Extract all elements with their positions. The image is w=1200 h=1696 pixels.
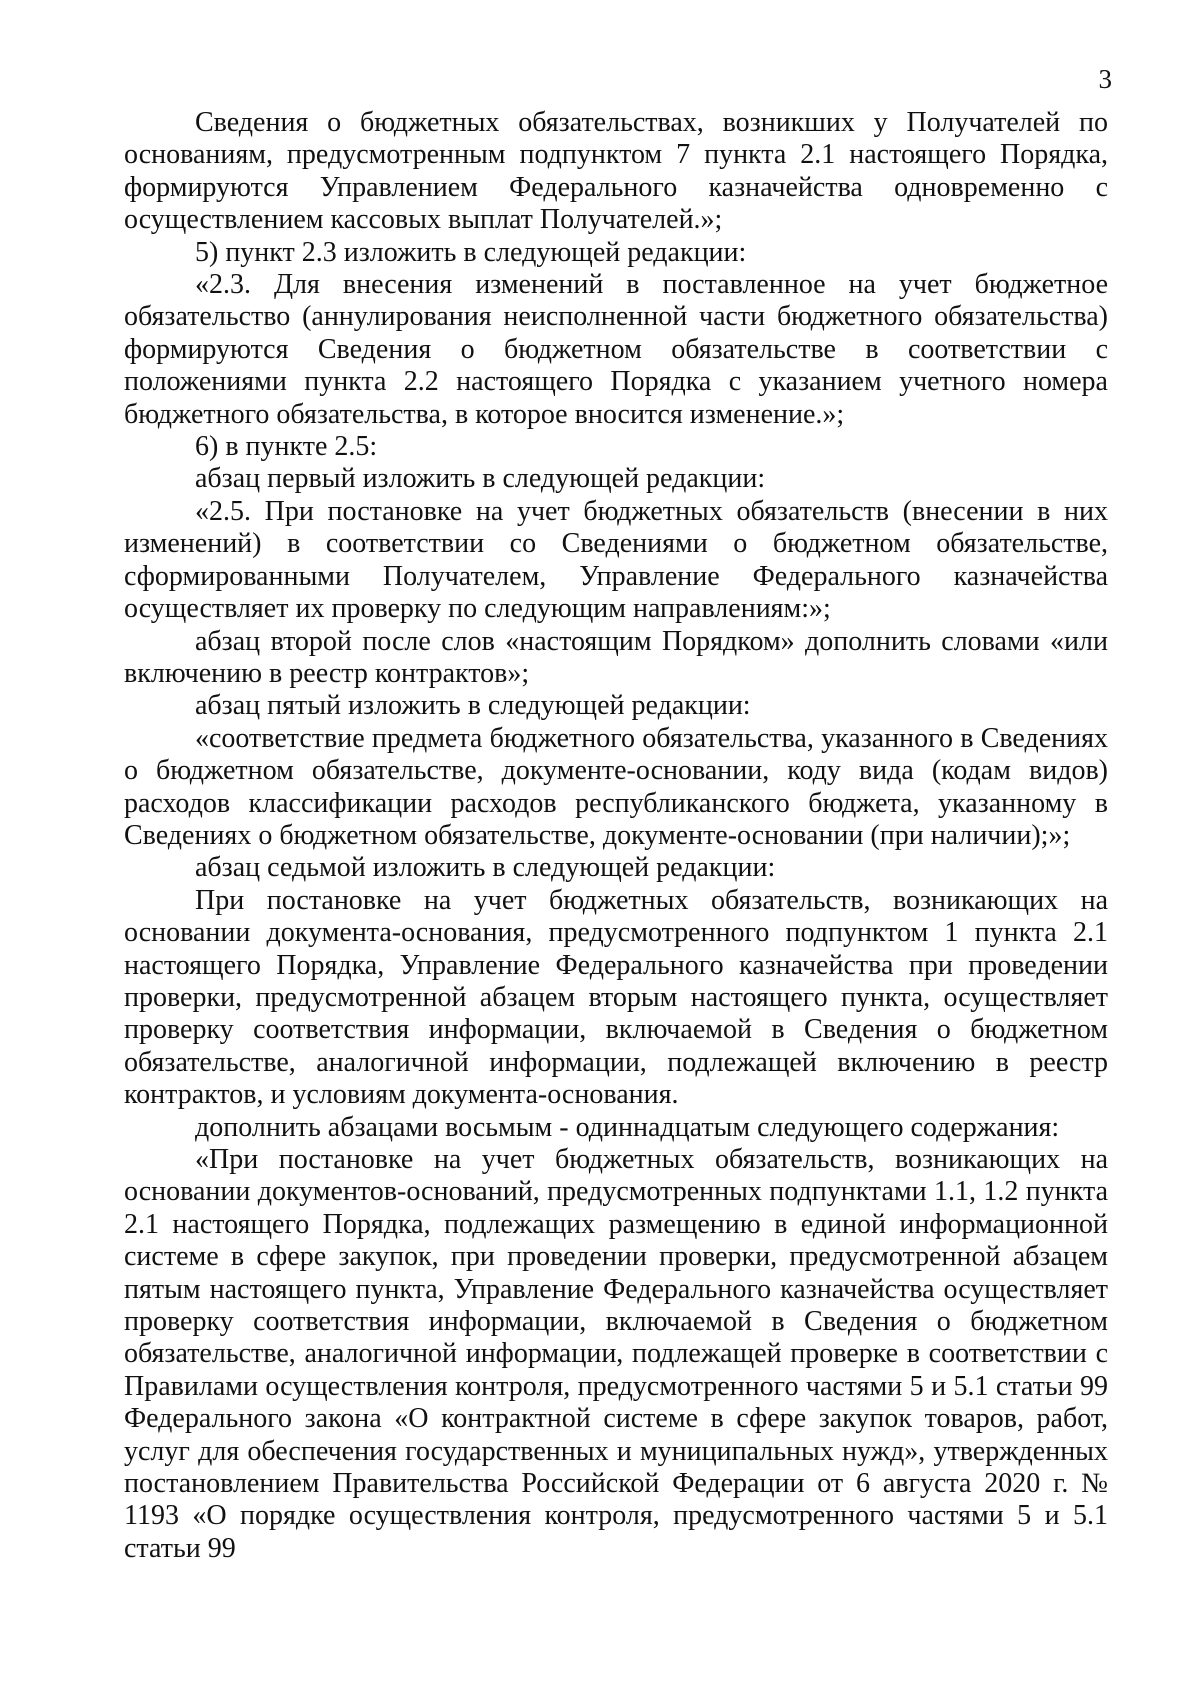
paragraph: «2.5. При постановке на учет бюджетных обязательств (внесении в них изменений) в соответствии со Сведениями о бюджетном обязательстве, сформированными Получателем, Управление Федерального казначейства осуществляет их проверку по следующим направлениям:»; [124,495,1108,625]
paragraph: абзац седьмой изложить в следующей редакции: [195,852,776,884]
page-number: 3 [1098,64,1112,94]
paragraph: Сведения о бюджетных обязательствах, возникших у Получателей по основаниям, предусмотренным подпунктом 7 пункта 2.1 настоящего Порядка, формируются Управлением Федерального казначейства одновременно с осуществлением кассовых выплат Получателей.»; [124,107,1108,236]
document-body [124,107,1108,1565]
paragraph: абзац второй после слов «настоящим Порядком» дополнить словами «или включению в реестр контрактов»; [124,625,1108,689]
paragraph: «соответствие предмета бюджетного обязательства, указанного в Сведениях о бюджетном обязательстве, документе-основании, коду вида (кодам видов) расходов классификации расходов республиканского бюджета, указанному в Сведениях о бюджетном обязательстве, документе-основании (при наличии);»; [124,722,1108,851]
paragraph: дополнить абзацами восьмым - одиннадцатым следующего содержания: [195,1111,1060,1143]
paragraph: абзац первый изложить в следующей редакции: [195,463,766,495]
paragraph: При постановке на учет бюджетных обязательств, возникающих на основании документа-основания, предусмотренного подпунктом 1 пункта 2.1 настоящего Порядка, Управление Федерального казначейства при проведении проверки, предусмотренной абзацем вторым настоящего пункта, осуществляет проверку соответствия информации, включаемой в Сведения о бюджетном обязательстве, аналогичной информации, подлежащей включению в реестр контрактов, и условиям документа-основания. [124,884,1108,1111]
paragraph: «2.3. Для внесения изменений в поставленное на учет бюджетное обязательство (аннулирования неисполненной части бюджетного обязательства) формируются Сведения о бюджетном обязательстве в соответствии с положениями пункта 2.2 настоящего Порядка с указанием учетного номера бюджетного обязательства, в которое вносится изменение.»; [124,269,1108,430]
paragraph: 5) пункт 2.3 изложить в следующей редакции: [195,236,747,268]
paragraph: 6) в пункте 2.5: [195,431,378,463]
paragraph: абзац пятый изложить в следующей редакции: [195,690,751,722]
paragraph: «При постановке на учет бюджетных обязательств, возникающих на основании документов-оснований, предусмотренных подпунктами 1.1, 1.2 пункта 2.1 настоящего Порядка, подлежащих размещению в единой информационной системе в сфере закупок, при проведении проверки, предусмотренной абзацем пятым настоящего пункта, Управление Федерального казначейства осуществляет проверку соответствия информации, включаемой в Сведения о бюджетном обязательстве, аналогичной информации, подлежащей проверке в соответствии с Правилами осуществления контроля, предусмотренного частями 5 и 5.1 статьи 99 Федерального закона «О контрактной системе в сфере закупок товаров, работ, услуг для обеспечения государственных и муниципальных нужд», утвержденных постановлением Правительства Российской Федерации от 6 августа 2020 г. № 1193 «О порядке осуществления контроля, предусмотренного частями 5 и 5.1 статьи 99 [124,1144,1108,1564]
